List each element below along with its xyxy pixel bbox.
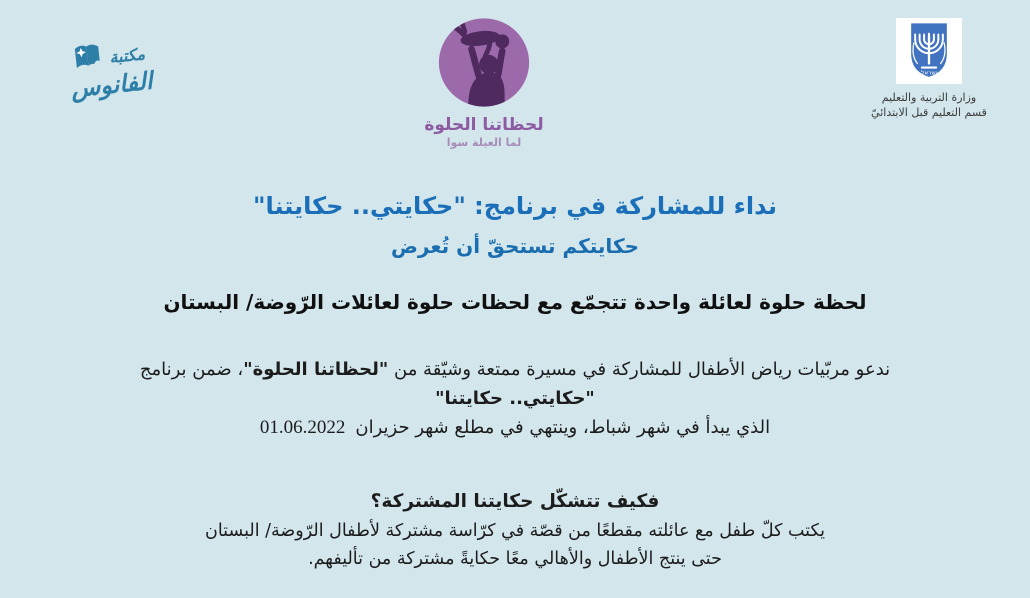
flyer-subtitle: حكايتكم تستحقّ أن تُعرض [391,234,639,258]
answer-line-1: يكتب كلّ طفل مع عائلته مقطعًا من قصّة في كرّاسة مشتركة لأطفال الرّوضة/ البستان [205,520,825,541]
parent-lifting-child-icon [436,94,532,113]
ministry-dept-line: قسم التعليم قبل الابتدائيّ [871,106,987,119]
invitation-paragraph [0,355,1030,442]
israel-emblem-icon [896,18,962,84]
fanoos-word-alfanoos: الفانوس [69,66,154,104]
sweet-moments-logo [424,16,544,149]
flyer-title: نداء للمشاركة في برنامج: "حكايتي.. حكايتنا" [252,192,777,220]
emblem-hebrew-label: ישראל [921,70,937,77]
dates-line: الذي يبدأ في شهر شباط، وينتهي في مطلع شهر حزيران01.06.2022 [259,417,771,438]
how-it-works-section [0,488,1030,574]
ministry-name-line: وزارة التربية والتعليم [881,91,977,104]
sweet-moments-tagline: لما العيلة سوا [446,136,522,149]
program-brand-bold: "لحظاتنا الحلوة" [243,359,389,380]
answer-line-2: حتى ينتج الأطفال والأهالي معًا حكايةً مشتركة من تأليفهم. [308,549,722,569]
program-name-line: "حكايتي.. حكايتنا" [435,388,595,409]
invitation-line-1: ندعو مربّيات رياض الأطفال للمشاركة في مسيرة ممتعة وشيّقة من "لحظاتنا الحلوة"، ضمن برنامج [139,359,891,380]
highlight-sentence: لحظة حلوة لعائلة واحدة تتجمّع مع لحظات حلوة لعائلات الرّوضة/ البستان [163,290,867,314]
end-date: 01.06.2022 [259,417,346,438]
fanoos-library-logo [45,34,174,106]
ministry-of-education-logo [860,18,998,120]
sweet-moments-title: لحظاتنا الحلوة [424,115,544,135]
question-line: فكيف تتشكّل حكايتنا المشتركة؟ [370,491,660,512]
fanoos-word-maktabat: مكتبة [108,43,146,67]
